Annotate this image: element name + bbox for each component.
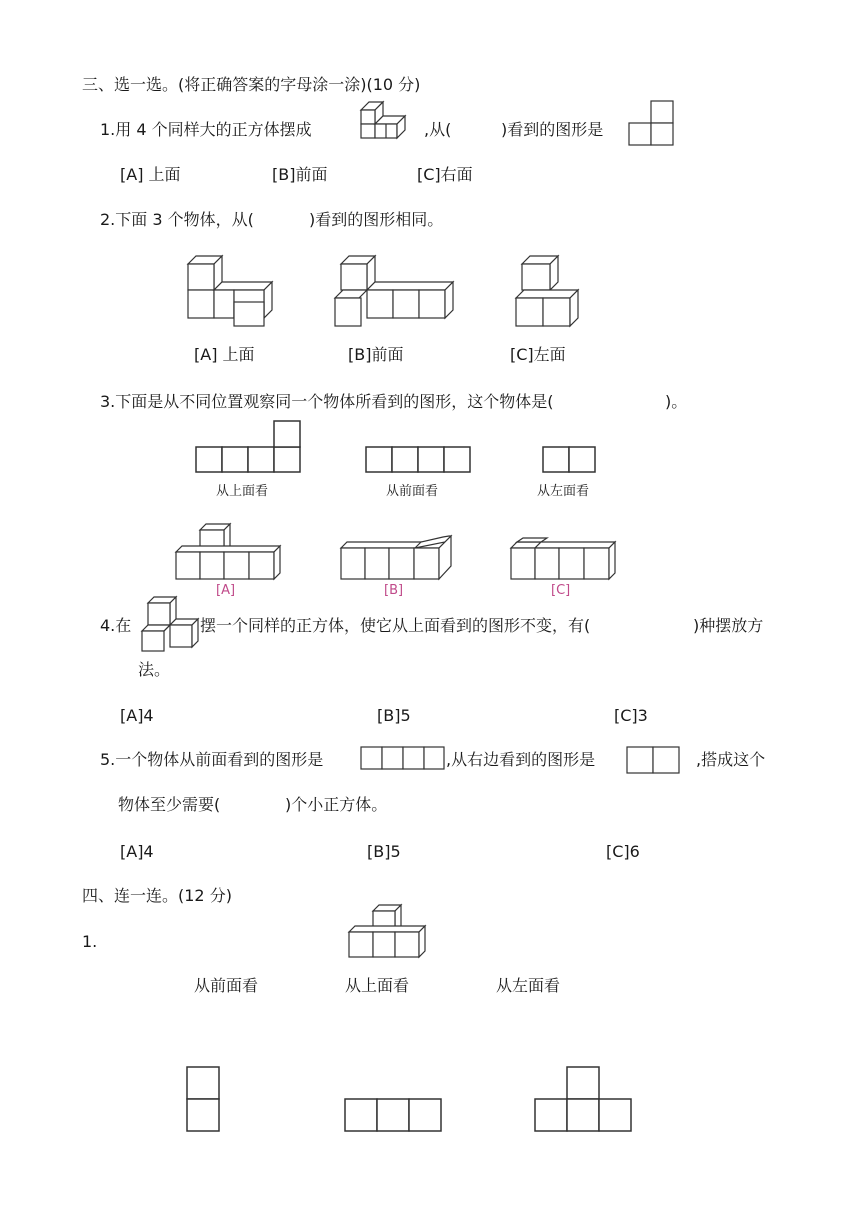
q5-option-a[interactable]: [A]4 [120, 842, 154, 861]
q1-cube-figure [355, 98, 411, 146]
section4-view-column[interactable] [186, 1066, 222, 1134]
section3-heading: 三、选一选。(将正确答案的字母涂一涂)(10 分) [82, 75, 421, 94]
q2-text-post: )看到的图形相同。 [309, 210, 444, 229]
section4-heading: 四、连一连。(12 分) [82, 886, 232, 905]
q5-text-post: ,搭成这个 [696, 750, 766, 769]
q3-label-left: 从左面看 [537, 484, 590, 499]
q5-right-view [626, 746, 682, 776]
q4-cube-figure [140, 595, 200, 653]
q4-text-post: 摆一个同样的正方体，使它从上面看到的图形不变，有( [200, 616, 591, 635]
q3-left-view [542, 446, 598, 476]
q3-option-a-figure [174, 520, 284, 582]
q2-object-b [333, 254, 457, 330]
q3-text: 3.下面是从不同位置观察同一个物体所看到的图形，这个物体是( [100, 392, 554, 411]
q1-text-pre: 1.用 4 个同样大的正方体摆成 [100, 120, 312, 139]
q4-text-pre: 4.在 [100, 616, 132, 635]
q1-text-post: )看到的图形是 [501, 120, 604, 139]
section4-label-left[interactable]: 从左面看 [496, 976, 561, 995]
section4-label-front[interactable]: 从前面看 [194, 976, 259, 995]
section4-q1-number: 1. [82, 932, 98, 951]
q4-option-c[interactable]: [C]3 [614, 706, 648, 725]
q2-option-c[interactable]: [C]左面 [510, 345, 566, 364]
q1-option-c[interactable]: [C]右面 [417, 165, 473, 184]
q2-text: 2.下面 3 个物体，从( [100, 210, 254, 229]
q3-label-front: 从前面看 [386, 484, 439, 499]
q3-text-post: )。 [665, 392, 688, 411]
section4-view-row[interactable] [344, 1098, 444, 1134]
q2-object-c [514, 254, 586, 330]
q4-option-b[interactable]: [B]5 [377, 706, 411, 725]
section4-object-figure [347, 902, 429, 960]
q3-option-b-figure [339, 536, 455, 582]
q4-option-a[interactable]: [A]4 [120, 706, 154, 725]
q3-top-view [195, 420, 303, 476]
q3-front-view [365, 446, 473, 476]
q5-option-c[interactable]: [C]6 [606, 842, 640, 861]
q1-option-a[interactable]: [A] 上面 [120, 165, 181, 184]
section4-label-top[interactable]: 从上面看 [345, 976, 410, 995]
q5-text-cont-post: )个小正方体。 [285, 795, 388, 814]
q2-option-a[interactable]: [A] 上面 [194, 345, 255, 364]
q1-text-mid: ,从( [424, 120, 452, 139]
q5-option-b[interactable]: [B]5 [367, 842, 401, 861]
q2-object-a [186, 254, 278, 330]
q5-front-view [360, 746, 446, 772]
q4-text-post2: )种摆放方 [693, 616, 764, 635]
section4-view-t-shape[interactable] [534, 1066, 634, 1134]
q3-option-a[interactable]: [A] [216, 583, 236, 598]
q5-text-pre: 5.一个物体从前面看到的图形是 [100, 750, 324, 769]
q5-text-mid: ,从右边看到的图形是 [446, 750, 596, 769]
q1-option-b[interactable]: [B]前面 [272, 165, 328, 184]
q2-option-b[interactable]: [B]前面 [348, 345, 404, 364]
q5-text-cont-pre: 物体至少需要( [118, 795, 221, 814]
q4-text-cont: 法。 [138, 660, 171, 679]
q3-option-b[interactable]: [B] [384, 583, 404, 598]
q3-option-c[interactable]: [C] [551, 583, 571, 598]
q3-label-top: 从上面看 [216, 484, 269, 499]
q3-option-c-figure [509, 536, 619, 582]
q1-view-figure [628, 100, 676, 148]
